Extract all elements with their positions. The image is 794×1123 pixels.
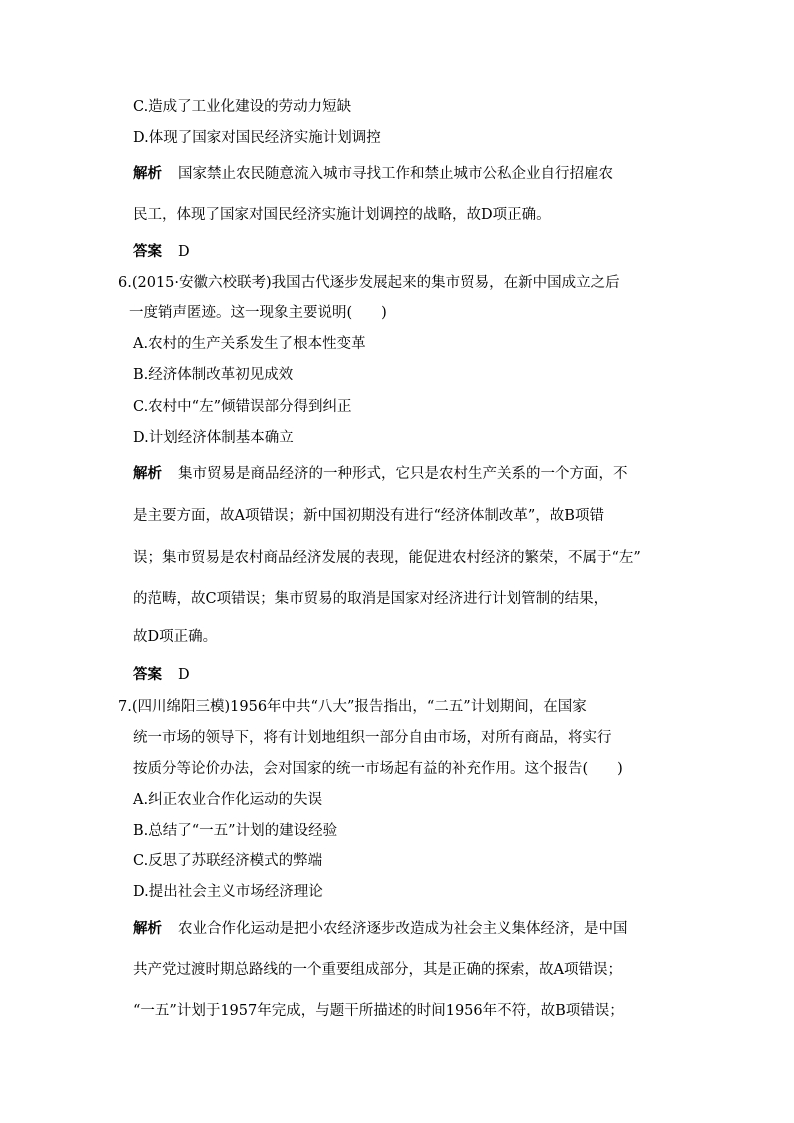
analysis-label: 解析 (133, 165, 162, 182)
analysis-text: 农业合作化运动是把小农经济逐步改造成为社会主义集体经济，是中国 (178, 921, 628, 937)
analysis-label: 解析 (133, 920, 162, 937)
q6-option-c: C.农村中“左”倾错误部分得到纠正 (133, 399, 352, 415)
q7-option-b: B.总结了“一五”计划的建设经验 (133, 823, 338, 839)
q5-option-d: D.体现了国家对国民经济实施计划调控 (133, 130, 381, 146)
q6-analysis-line-5: 故D项正确。 (133, 629, 218, 645)
q6-analysis-line-1 (133, 464, 628, 484)
q5-analysis-line-1 (133, 164, 613, 184)
q6-answer (133, 665, 190, 685)
q6-option-a: A.农村的生产关系发生了根本性变革 (133, 336, 366, 352)
q6-analysis-line-4: 的范畴，故C项错误；集市贸易的取消是国家对经济进行计划管制的结果， (133, 591, 609, 607)
q6-option-b: B.经济体制改革初见成效 (133, 367, 294, 383)
q7-stem-line-1: 7.(四川绵阳三模)1956年中共“八大”报告指出，“二五”计划期间，在国家 (118, 699, 587, 715)
q5-analysis-line-2: 民工，体现了国家对国民经济实施计划调控的战略，故D项正确。 (133, 207, 551, 223)
q7-analysis-line-1 (133, 919, 628, 939)
q7-option-c: C.反思了苏联经济模式的弊端 (133, 853, 323, 869)
q7-option-d: D.提出社会主义市场经济理论 (133, 884, 323, 900)
q6-option-d: D.计划经济体制基本确立 (133, 430, 294, 446)
analysis-label: 解析 (133, 465, 162, 482)
analysis-text: 国家禁止农民随意流入城市寻找工作和禁止城市公私企业自行招雇农 (178, 166, 613, 182)
answer-value: D (178, 244, 190, 260)
q7-option-a: A.纠正农业合作化运动的失误 (133, 792, 323, 808)
q7-analysis-line-3: “一五”计划于1957年完成，与题干所描述的时间1956年不符，故B项错误； (133, 1003, 624, 1019)
q6-analysis-line-2: 是主要方面，故A项错误；新中国初期没有进行“经济体制改革”，故B项错 (133, 508, 604, 524)
q6-stem-line-2: 一度销声匿迹。这一现象主要说明( ) (129, 305, 387, 321)
q7-analysis-line-2: 共产党过渡时期总路线的一个重要组成部分，其是正确的探索，故A项错误； (133, 962, 622, 978)
q6-stem-line-1: 6.(2015·安徽六校联考)我国古代逐步发展起来的集市贸易，在新中国成立之后 (118, 275, 620, 291)
answer-value: D (178, 667, 190, 683)
answer-label: 答案 (133, 243, 162, 260)
q6-analysis-line-3: 误；集市贸易是农村商品经济发展的表现，能促进农村经济的繁荣，不属于“左” (133, 550, 641, 566)
answer-label: 答案 (133, 666, 162, 683)
q5-option-c: C.造成了工业化建设的劳动力短缺 (133, 99, 352, 115)
q7-stem-line-3: 按质分等论价办法，会对国家的统一市场起有益的补充作用。这个报告( ) (133, 761, 623, 777)
q5-answer (133, 242, 190, 262)
q7-stem-line-2: 统一市场的领导下，将有计划地组织一部分自由市场，对所有商品，将实行 (133, 730, 612, 746)
analysis-text: 集市贸易是商品经济的一种形式，它只是农村生产关系的一个方面，不 (178, 466, 628, 482)
